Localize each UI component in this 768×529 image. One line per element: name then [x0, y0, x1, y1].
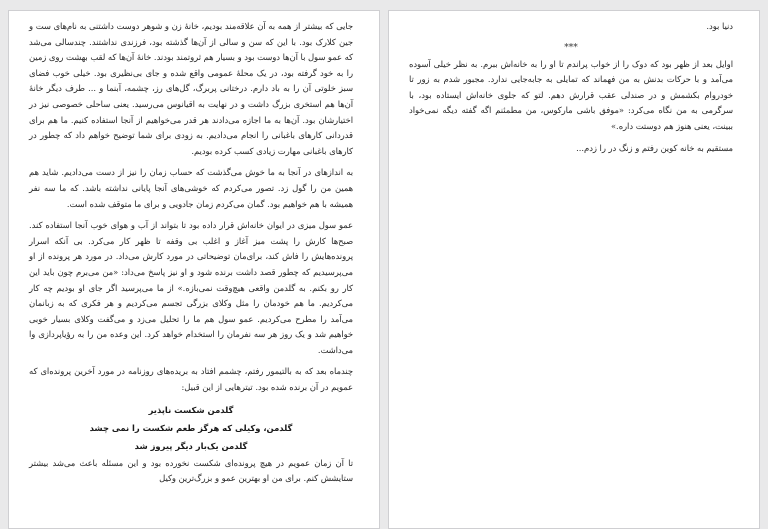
first-line: دنیا بود.: [706, 21, 733, 31]
right-page: [388, 10, 760, 529]
body-paragraph: جایی که بیشتر از همه به آن علاقه‌مند بودیم، خانهٔ زن و شوهر دوست داشتنی به نام‌های ست و جین کلارک بود. با این که سن و سالی از آن‌ها گذشته بود، فرزندی نداشتند. چندسالی می‌شد که عمو سول با آن‌ها دوست بود و بسیار هم ثروتمند بودند. خانهٔ آن‌ها که لقب بهشت روی زمین را به خود گرفته بود، در یک محلهٔ عمومی واقع شده و جای بی‌نظیری بود. خیلی خوب فضای سبز خلوتی آن را به باد دارم. درختانی پربرگ، گل‌های رز، چشمه، آبنما و ... طرف دیگر خانهٔ آن‌ها هم استخری بزرگ داشت و در نهایت به اقیانوس می‌رسید. یعنی ساحلی خصوصی نیز در اختیارشان بود. آن‌ها به ما اجازه می‌دادند هر قدر می‌خواهیم از آنجا استفاده کنیم. ما هم برای قدردانی کارهای باغبانی را انجام می‌دادیم. به زودی برای شما توضیح خواهم داد که چطور در کارهای باغبانی مهارت زیادی کسب کرده بودیم.: [29, 21, 353, 156]
section-separator: ***: [564, 42, 578, 53]
headline: گلدمن شکست ناپذیر: [148, 404, 234, 415]
body-paragraph: به اندازهای در آنجا به ما خوش می‌گذشت که حساب زمان را نیز از دست می‌دادیم. شاید هم همین من را گول زد. تصور می‌کردم که خوشی‌های آنجا پایانی نداشته باشد. که ما سه نفر همیشه با هم خواهیم بود. گمان می‌کردم زمان جادویی و برای ما متوقف شده است.: [29, 167, 353, 209]
body-paragraph: عمو سول میزی در ایوان خانه‌اش قرار داده بود تا بتواند از آب و هوای خوب آنجا استفاده کند. صبح‌ها کارش را پشت میز آغاز و اغلب بی وقفه تا ظهر کار می‌کرد. بی آنکه اسرار پرونده‌هایش را فاش کند، برای‌مان توضیحاتی در مورد کارش می‌داد. در مورد هر پرونده از او می‌پرسیدیم که چطور قصد داشت برنده شود و او نیز پاسخ می‌داد: «من می‌برم چون باید این کار رو بکنم. به گلدمن واقعی هیچ‌وقت نمی‌بازه.» از ما می‌پرسید اگر جای او بودیم چه کار می‌کردیم. ما هم خودمان را مثل وکلای بزرگی تجسم می‌کردیم و هر فکری که به زبانمان می‌آمد را مطرح می‌کردیم. عمو سول هم ما را تحلیل می‌زد و می‌گفت وکلای بسیار خوبی خواهیم شد و یک روز هر سه نفرمان را استخدام خواهد کرد. این وعده من را به رؤیاپردازی وا می‌داشت.: [29, 220, 353, 355]
closing-paragraph: تا آن زمان عمویم در هیچ پرونده‌ای شکست نخورده بود و این مسئله باعث می‌شد بیشتر ستایشش کنم. برای من او بهترین عمو و بزرگ‌ترین وکیل: [29, 457, 353, 484]
headline: گلدمن یک‌بار دیگر پیروز شد: [134, 440, 248, 451]
last-line: مستقیم به خانه کوین رفتم و زنگ در را زدم...: [576, 142, 733, 153]
left-page: [8, 10, 380, 529]
headline: گلدمن، وکیلی که هرگز طعم شکست را نمی چشد: [89, 422, 293, 433]
body-paragraph: اوایل بعد از ظهر بود که دوک را از خواب پراندم تا او را به خانه‌اش ببرم. به نظر خیلی آسوده می‌آمد و با حرکات بدنش به من فهماند که تمایلی به جابه‌جایی ندارد. مجبور شدم به زور تا خودروام بکشمش و در صندلی عقب قرارش دهم. لتو که جلوی خانه‌اش ایستاده بود، با سرگرمی به من نگاه می‌کرد: «موفق باشی مارکوس، من مطمئنم اگه گفته دیگه نمی‌خواد ببینت، یعنی هنوز هم دوستت داره.»: [409, 58, 733, 131]
body-paragraph: چندماه بعد که به بالتیمور رفتم، چشمم افتاد به بریده‌های روزنامه در مورد آخرین پرونده‌ای که عمویم در آن برنده شده بود. تیترهایی از این قبیل:: [29, 366, 353, 393]
